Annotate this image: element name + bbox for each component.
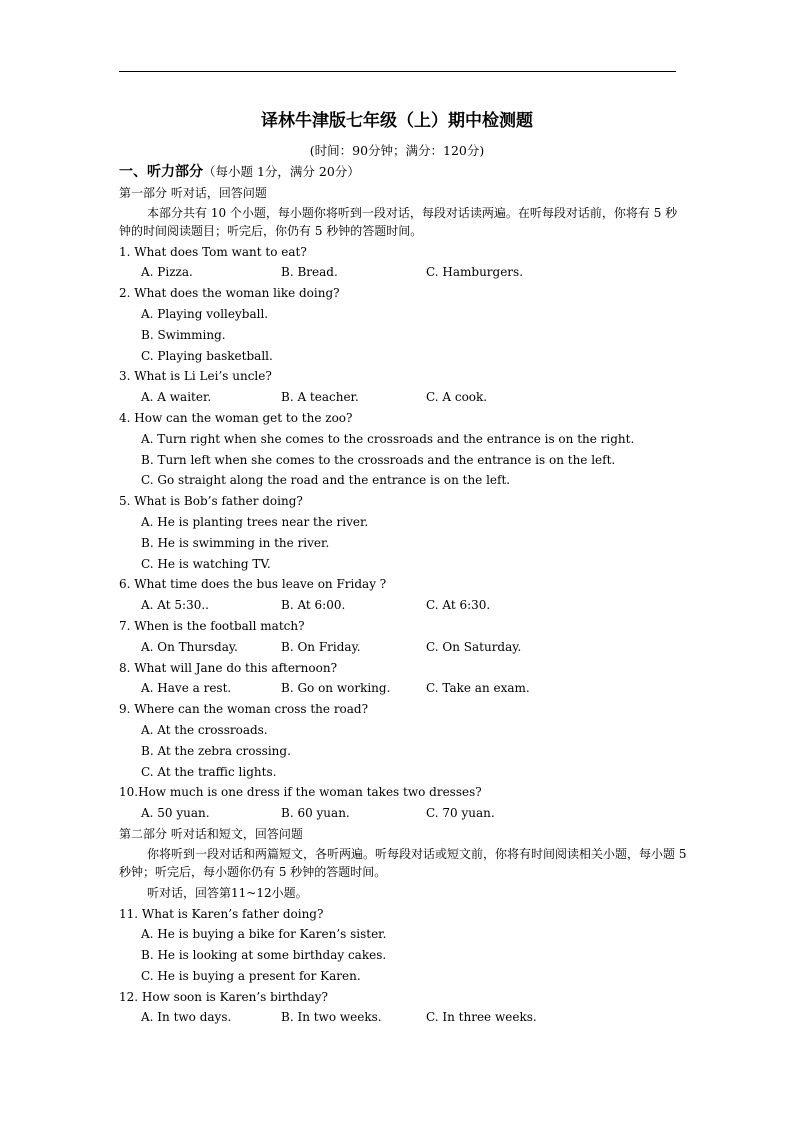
answer-option: B. At the zebra crossing. xyxy=(141,743,291,758)
question-text: 6. What time does the bus leave on Friday ? xyxy=(119,577,387,592)
question-text: 9. Where can the woman cross the road? xyxy=(119,702,369,717)
section-heading xyxy=(119,162,689,183)
answer-option: C. At the traffic lights. xyxy=(141,764,277,779)
answer-option: B. He is looking at some birthday cakes. xyxy=(141,948,387,963)
option-row xyxy=(119,637,689,658)
question-text: 8. What will Jane do this afternoon? xyxy=(119,660,338,675)
question-text: 4. How can the woman get to the zoo? xyxy=(119,410,353,425)
exam-time-score: (时间：90分钟；满分：120分) xyxy=(309,143,485,158)
answer-option: C. He is watching TV. xyxy=(141,556,271,571)
option-row xyxy=(119,803,689,824)
answer-option: C. 70 yuan. xyxy=(426,806,495,821)
answer-option: B. Go on working. xyxy=(281,681,391,696)
part1-instructions: 本部分共有 10 个小题，每小题你将听到一段对话，每段对话读两遍。在听每段对话前，你将有 5 秒钟的时间阅读题目；听完后，你仍有 5 秒钟的答题时间。 xyxy=(119,205,678,239)
answer-option: A. 50 yuan. xyxy=(141,806,210,821)
answer-option: B. In two weeks. xyxy=(281,1010,382,1025)
answer-option: B. Turn left when she comes to the crossroads and the entrance is on the left. xyxy=(141,452,616,467)
answer-option: A. At the crossroads. xyxy=(141,722,268,737)
answer-option: C. Go straight along the road and the entrance is on the left. xyxy=(141,473,511,488)
answer-option: A. Playing volleyball. xyxy=(141,306,269,321)
part1-questions xyxy=(119,242,689,824)
answer-option: A. Turn right when she comes to the crossroads and the entrance is on the right. xyxy=(141,431,635,446)
page-title: 译林牛津版七年级（上）期中检测题 xyxy=(261,111,533,131)
answer-option: C. He is buying a present for Karen. xyxy=(141,968,361,983)
answer-option: B. He is swimming in the river. xyxy=(141,535,330,550)
question-text: 7. When is the football match? xyxy=(119,618,305,633)
question-text: 12. How soon is Karen’s birthday? xyxy=(119,989,328,1004)
question-text: 5. What is Bob’s father doing? xyxy=(119,494,303,509)
answer-option: A. On Thursday. xyxy=(141,639,238,654)
answer-option: C. A cook. xyxy=(426,390,488,405)
question-text: 11. What is Karen’s father doing? xyxy=(119,906,324,921)
answer-option: A. He is buying a bike for Karen’s sister. xyxy=(141,927,387,942)
section-heading-title: 一、听力部分 xyxy=(119,164,203,180)
answer-option: A. In two days. xyxy=(141,1010,232,1025)
answer-option: B. Bread. xyxy=(281,265,338,280)
part1-title: 第一部分 听对话，回答问题 xyxy=(119,185,267,200)
question-text: 10.How much is one dress if the woman takes two dresses? xyxy=(119,785,482,800)
answer-option: C. At 6:30. xyxy=(426,598,491,613)
part2-instructions: 你将听到一段对话和两篇短文，各听两遍。听每段对话或短文前，你将有时间阅读相关小题，每小题 5 秒钟；听完后，每小题你仍有 5 秒钟的答题时间。 xyxy=(119,846,687,880)
exam-content xyxy=(119,162,689,1028)
option-row xyxy=(119,1007,689,1028)
section-heading-note: （每小题 1分，满分 20分） xyxy=(203,164,360,179)
answer-option: A. At 5:30.. xyxy=(141,598,209,613)
option-row xyxy=(119,262,689,283)
option-row xyxy=(119,678,689,699)
answer-option: B. 60 yuan. xyxy=(281,806,350,821)
answer-option: C. On Saturday. xyxy=(426,639,522,654)
answer-option: A. Pizza. xyxy=(141,265,193,280)
part2-sub-instruction: 听对话，回答第11~12小题。 xyxy=(147,885,308,900)
answer-option: A. He is planting trees near the river. xyxy=(141,514,369,529)
part2-questions xyxy=(119,904,689,1029)
answer-option: B. A teacher. xyxy=(281,390,359,405)
answer-option: B. At 6:00. xyxy=(281,598,346,613)
answer-option: C. Hamburgers. xyxy=(426,265,524,280)
answer-option: B. On Friday. xyxy=(281,639,361,654)
answer-option: C. Playing basketball. xyxy=(141,348,273,363)
answer-option: B. Swimming. xyxy=(141,327,226,342)
answer-option: A. Have a rest. xyxy=(141,681,232,696)
answer-option: C. In three weeks. xyxy=(426,1010,537,1025)
question-text: 2. What does the woman like doing? xyxy=(119,286,340,301)
option-row xyxy=(119,595,689,616)
header-rule xyxy=(119,71,676,72)
question-text: 1. What does Tom want to eat? xyxy=(119,244,307,259)
option-row xyxy=(119,387,689,408)
part2-title: 第二部分 听对话和短文，回答问题 xyxy=(119,826,303,841)
question-text: 3. What is Li Lei’s uncle? xyxy=(119,369,272,384)
answer-option: A. A waiter. xyxy=(141,390,212,405)
answer-option: C. Take an exam. xyxy=(426,681,530,696)
